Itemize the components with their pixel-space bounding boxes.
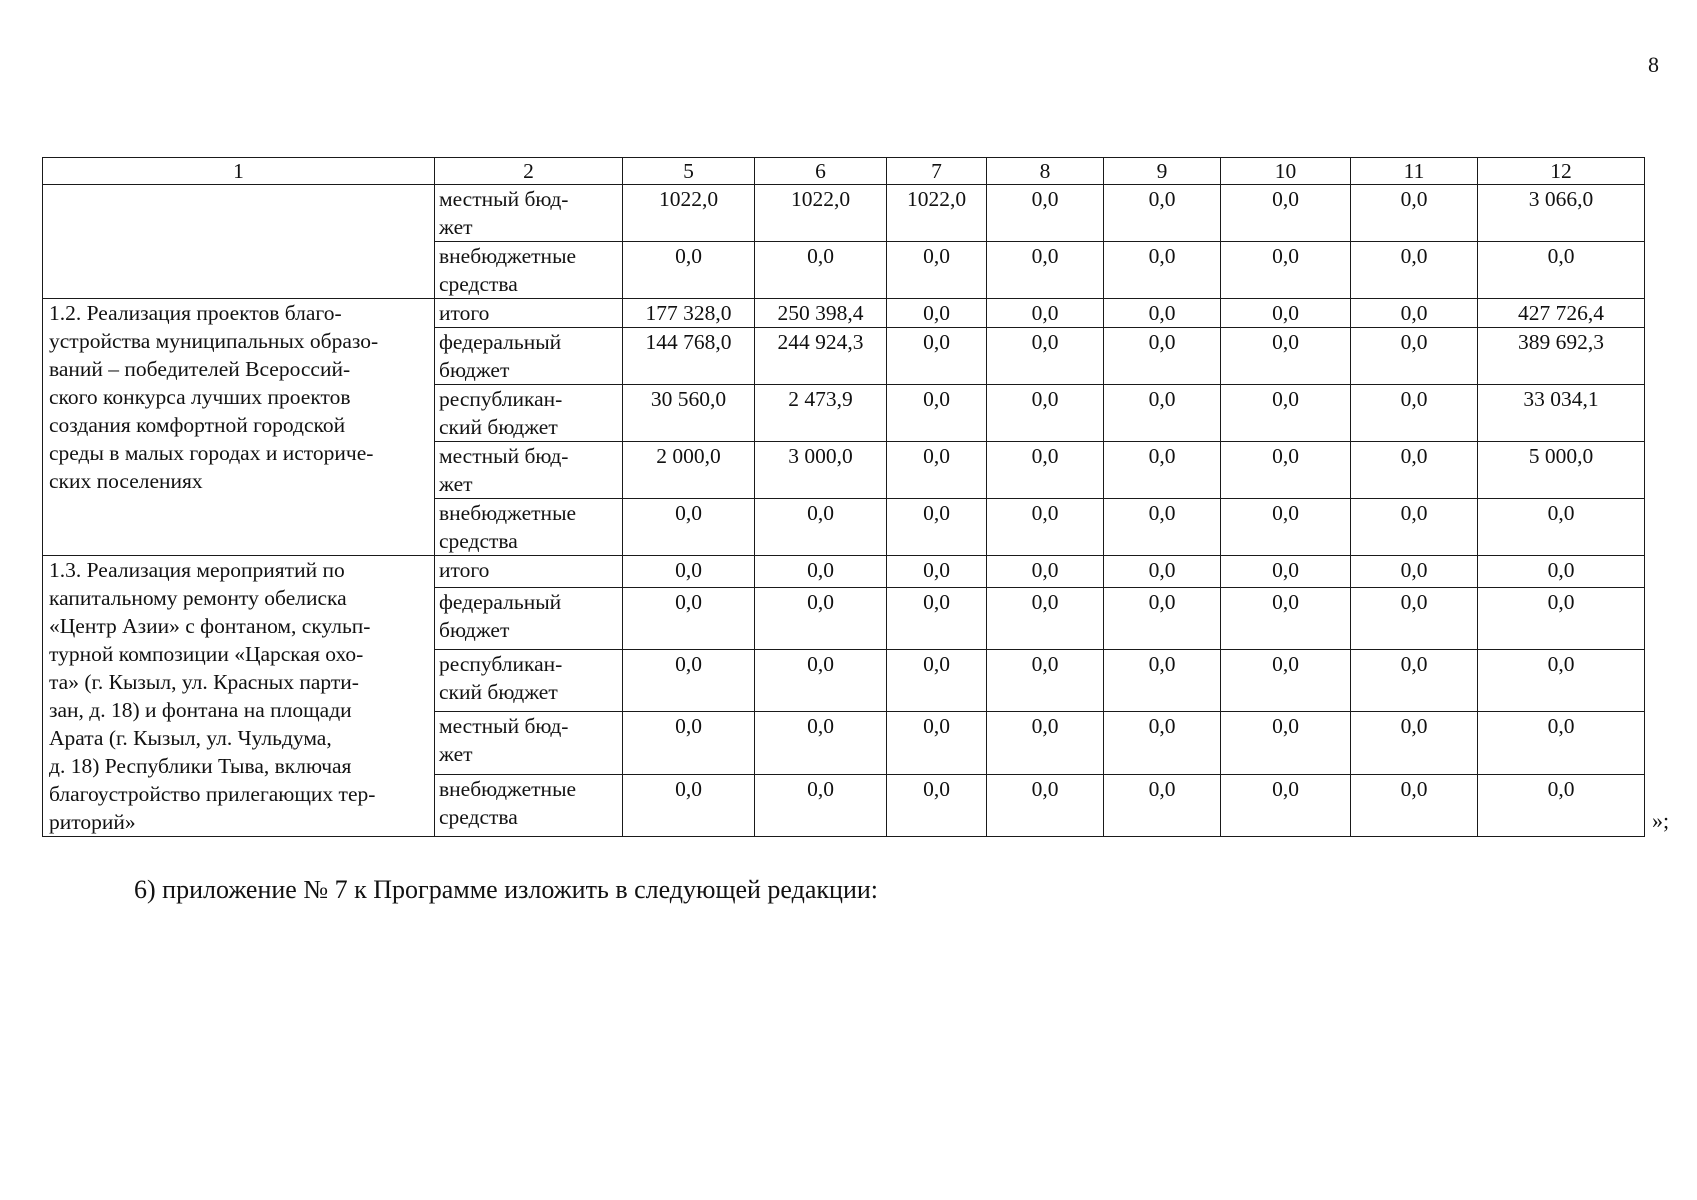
amount-cell: 0,0 (1221, 242, 1351, 299)
amount-cell: 0,0 (755, 712, 887, 774)
funding-source-cell: внебюджетные средства (435, 242, 623, 299)
funding-source-cell: итого (435, 556, 623, 588)
amount-cell: 0,0 (1351, 774, 1478, 836)
col-header: 11 (1351, 158, 1478, 185)
amount-cell: 0,0 (1221, 442, 1351, 499)
amount-cell: 0,0 (1351, 442, 1478, 499)
funding-source-cell: внебюджетные средства (435, 774, 623, 836)
amount-cell: 0,0 (623, 587, 755, 649)
amount-cell: 177 328,0 (623, 299, 755, 328)
table-header-row (43, 158, 1645, 185)
amount-cell: 0,0 (1104, 328, 1221, 385)
amount-cell: 0,0 (987, 242, 1104, 299)
col-header: 1 (43, 158, 435, 185)
amount-cell: 0,0 (1104, 499, 1221, 556)
amount-cell: 0,0 (887, 712, 987, 774)
amount-cell: 0,0 (887, 499, 987, 556)
amount-cell: 0,0 (755, 556, 887, 588)
amount-cell: 0,0 (1221, 185, 1351, 242)
amount-cell: 144 768,0 (623, 328, 755, 385)
event-name-cell: 1.3. Реализация мероприятий по капитальному ремонту обелиска «Центр Азии» с фонтаном, скульп- турной композиции «Царская охо- та» (г. Кызыл, ул. Красных парти- зан, д. 18) и фонтана на площади Арата (г. Кызыл, ул. Чульдума, д. 18) Республики Тыва, включая благоустройство прилегающих тер- риторий» (43, 556, 435, 837)
amount-cell: 0,0 (987, 185, 1104, 242)
amount-cell: 0,0 (623, 650, 755, 712)
funding-source-cell: федеральный бюджет (435, 587, 623, 649)
col-header: 6 (755, 158, 887, 185)
amount-cell: 0,0 (1221, 556, 1351, 588)
amount-cell: 0,0 (1104, 242, 1221, 299)
amount-cell: 0,0 (755, 499, 887, 556)
amount-cell: 0,0 (623, 242, 755, 299)
amount-cell: 0,0 (755, 242, 887, 299)
amount-cell: 0,0 (1104, 385, 1221, 442)
amount-cell: 0,0 (887, 299, 987, 328)
amount-cell: 0,0 (1221, 499, 1351, 556)
amount-cell: 250 398,4 (755, 299, 887, 328)
col-header: 2 (435, 158, 623, 185)
col-header: 12 (1478, 158, 1645, 185)
amount-cell: 0,0 (987, 385, 1104, 442)
amount-cell: 0,0 (1221, 587, 1351, 649)
amount-cell: 0,0 (887, 385, 987, 442)
amount-cell: 0,0 (1478, 587, 1645, 649)
amount-cell: 0,0 (623, 774, 755, 836)
amount-cell: 1022,0 (623, 185, 755, 242)
amount-cell: 0,0 (887, 442, 987, 499)
funding-source-cell: местный бюд- жет (435, 442, 623, 499)
funding-source-cell: республикан- ский бюджет (435, 650, 623, 712)
amount-cell: 0,0 (1351, 385, 1478, 442)
table-body (43, 185, 1645, 837)
amount-cell: 389 692,3 (1478, 328, 1645, 385)
amount-cell: 2 000,0 (623, 442, 755, 499)
closing-quote: »; (1652, 808, 1670, 833)
col-header: 8 (987, 158, 1104, 185)
col-header: 7 (887, 158, 987, 185)
amount-cell: 0,0 (1351, 650, 1478, 712)
amount-cell: 0,0 (987, 712, 1104, 774)
amount-cell: 0,0 (1104, 650, 1221, 712)
table-row (43, 299, 1645, 328)
amount-cell: 0,0 (987, 328, 1104, 385)
amount-cell: 1022,0 (755, 185, 887, 242)
amount-cell: 0,0 (1104, 442, 1221, 499)
amount-cell: 1022,0 (887, 185, 987, 242)
event-name-cell: 1.2. Реализация проектов благо- устройства муниципальных образо- ваний – победителей Всероссий- ского конкурса лучших проектов создания комфортной городской среды в малых городах и историче- ских поселениях (43, 299, 435, 556)
amount-cell: 3 000,0 (755, 442, 887, 499)
event-name-cell (43, 185, 435, 299)
amount-cell: 0,0 (1221, 299, 1351, 328)
amount-cell: 427 726,4 (1478, 299, 1645, 328)
amount-cell: 0,0 (1478, 774, 1645, 836)
amendment-text: 6) приложение № 7 к Программе изложить в следующей редакции: (134, 875, 878, 904)
amount-cell: 0,0 (623, 556, 755, 588)
amount-cell: 0,0 (623, 499, 755, 556)
amount-cell: 244 924,3 (755, 328, 887, 385)
amount-cell: 0,0 (755, 774, 887, 836)
amount-cell: 0,0 (1478, 556, 1645, 588)
amount-cell: 33 034,1 (1478, 385, 1645, 442)
amount-cell: 0,0 (1351, 587, 1478, 649)
amount-cell: 0,0 (987, 299, 1104, 328)
table-row (43, 185, 1645, 242)
amount-cell: 0,0 (1478, 242, 1645, 299)
amount-cell: 0,0 (1351, 712, 1478, 774)
amount-cell: 0,0 (887, 587, 987, 649)
funding-source-cell: внебюджетные средства (435, 499, 623, 556)
amount-cell: 0,0 (1104, 299, 1221, 328)
amount-cell: 0,0 (1351, 499, 1478, 556)
amount-cell: 3 066,0 (1478, 185, 1645, 242)
amount-cell: 0,0 (1351, 185, 1478, 242)
table-row (43, 556, 1645, 588)
amount-cell: 2 473,9 (755, 385, 887, 442)
funding-source-cell: федеральный бюджет (435, 328, 623, 385)
amount-cell: 5 000,0 (1478, 442, 1645, 499)
amount-cell: 0,0 (1351, 242, 1478, 299)
amount-cell: 0,0 (755, 587, 887, 649)
amount-cell: 0,0 (1221, 328, 1351, 385)
amount-cell: 0,0 (1478, 499, 1645, 556)
amount-cell: 0,0 (1351, 328, 1478, 385)
amount-cell: 0,0 (1478, 650, 1645, 712)
amount-cell: 0,0 (755, 650, 887, 712)
amount-cell: 0,0 (887, 328, 987, 385)
amount-cell: 0,0 (987, 774, 1104, 836)
funding-source-cell: местный бюд- жет (435, 185, 623, 242)
amount-cell: 0,0 (1104, 712, 1221, 774)
amount-cell: 0,0 (1104, 774, 1221, 836)
amount-cell: 0,0 (987, 556, 1104, 588)
col-header: 10 (1221, 158, 1351, 185)
funding-source-cell: республикан- ский бюджет (435, 385, 623, 442)
amount-cell: 0,0 (887, 774, 987, 836)
page-number: 8 (1648, 52, 1659, 77)
amount-cell: 0,0 (987, 442, 1104, 499)
amount-cell: 0,0 (1221, 774, 1351, 836)
amount-cell: 30 560,0 (623, 385, 755, 442)
amount-cell: 0,0 (1221, 385, 1351, 442)
col-header: 5 (623, 158, 755, 185)
amount-cell: 0,0 (623, 712, 755, 774)
amount-cell: 0,0 (1351, 556, 1478, 588)
amount-cell: 0,0 (1104, 587, 1221, 649)
funding-source-cell: местный бюд- жет (435, 712, 623, 774)
budget-table (42, 157, 1645, 837)
amount-cell: 0,0 (1351, 299, 1478, 328)
amount-cell: 0,0 (1104, 556, 1221, 588)
amount-cell: 0,0 (887, 242, 987, 299)
amount-cell: 0,0 (887, 650, 987, 712)
amount-cell: 0,0 (987, 499, 1104, 556)
amount-cell: 0,0 (1221, 712, 1351, 774)
amount-cell: 0,0 (887, 556, 987, 588)
amount-cell: 0,0 (1104, 185, 1221, 242)
amount-cell: 0,0 (987, 650, 1104, 712)
amount-cell: 0,0 (987, 587, 1104, 649)
amount-cell: 0,0 (1478, 712, 1645, 774)
funding-source-cell: итого (435, 299, 623, 328)
col-header: 9 (1104, 158, 1221, 185)
amount-cell: 0,0 (1221, 650, 1351, 712)
